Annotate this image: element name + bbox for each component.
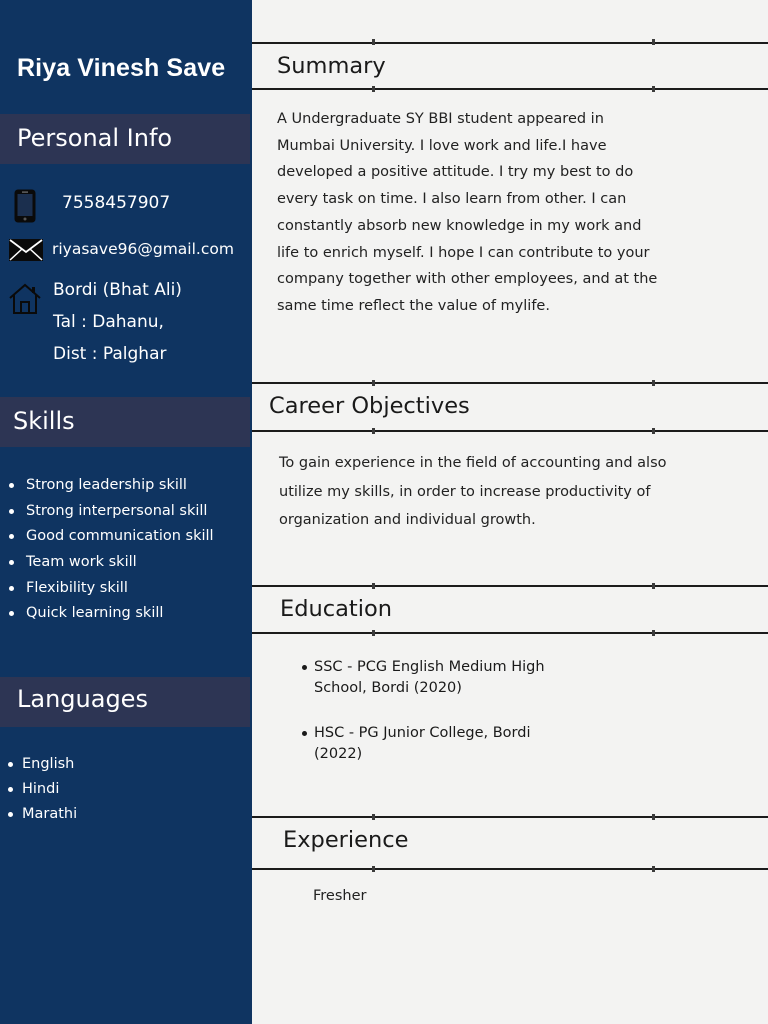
divider-tick <box>652 583 655 589</box>
divider-tick <box>372 380 375 386</box>
section-divider <box>252 632 768 634</box>
skills-list <box>26 475 214 629</box>
education-line: (2022) <box>314 746 363 762</box>
divider-tick <box>372 583 375 589</box>
career-objectives-text <box>279 449 667 535</box>
education-list <box>314 657 545 699</box>
section-divider <box>252 382 768 384</box>
summary-line: every task on time. I also learn from other. I can <box>277 191 627 208</box>
divider-tick <box>372 866 375 872</box>
language-item: Marathi <box>22 804 77 829</box>
email-address[interactable]: riyasave96@gmail.com <box>52 240 234 258</box>
summary-line: constantly absorb new knowledge in my work and <box>277 217 642 234</box>
education-item <box>314 723 530 765</box>
phone-number[interactable]: 7558457907 <box>62 193 171 213</box>
language-item: English <box>22 754 77 779</box>
education-list <box>314 723 530 765</box>
phone-icon <box>14 189 36 227</box>
main-content <box>252 0 768 1024</box>
sidebar <box>0 0 252 1024</box>
education-line: School, Bordi (2020) <box>314 680 462 696</box>
career-line: To gain experience in the field of accounting and also <box>279 455 667 471</box>
divider-tick <box>372 86 375 92</box>
divider-tick <box>652 428 655 434</box>
address-line-3: Dist : Palghar <box>53 344 167 364</box>
address-line-1: Bordi (Bhat Ali) <box>53 280 182 300</box>
divider-tick <box>652 630 655 636</box>
skill-item: Good communication skill <box>26 526 214 552</box>
skill-item: Strong interpersonal skill <box>26 501 214 527</box>
summary-line: same time reflect the value of mylife. <box>277 297 550 314</box>
skill-item: Flexibility skill <box>26 578 214 604</box>
summary-line: developed a positive attitude. I try my best to do <box>277 164 634 181</box>
section-divider <box>252 42 768 44</box>
personal-info-title: Personal Info <box>17 124 173 152</box>
divider-tick <box>372 630 375 636</box>
skill-item: Team work skill <box>26 552 214 578</box>
education-line: SSC - PCG English Medium High <box>314 659 545 675</box>
candidate-name: Riya Vinesh Save <box>17 54 226 82</box>
experience-text: Fresher <box>313 888 367 904</box>
section-divider <box>252 816 768 818</box>
skill-item: Strong leadership skill <box>26 475 214 501</box>
skill-item: Quick learning skill <box>26 603 214 629</box>
section-divider <box>252 430 768 432</box>
summary-line: life to enrich myself. I hope I can contribute to your <box>277 244 650 261</box>
education-item <box>314 657 545 699</box>
skills-title: Skills <box>13 407 75 435</box>
divider-tick <box>652 866 655 872</box>
mail-icon <box>9 239 43 265</box>
divider-tick <box>372 428 375 434</box>
career-objectives-title: Career Objectives <box>269 393 470 419</box>
personal-info-header <box>0 114 250 164</box>
summary-line: company together with other employees, and at the <box>277 271 658 288</box>
divider-tick <box>652 39 655 45</box>
divider-tick <box>652 380 655 386</box>
career-line: organization and individual growth. <box>279 512 536 529</box>
home-icon <box>8 283 42 319</box>
section-divider <box>252 868 768 870</box>
divider-tick <box>372 39 375 45</box>
summary-line: A Undergraduate SY BBI student appeared in <box>277 111 604 127</box>
section-divider <box>252 88 768 90</box>
experience-title: Experience <box>283 827 409 853</box>
section-divider <box>252 585 768 587</box>
languages-title: Languages <box>17 685 148 713</box>
summary-title: Summary <box>277 53 386 79</box>
address-line-2: Tal : Dahanu, <box>53 312 164 332</box>
language-item: Hindi <box>22 779 77 804</box>
skills-header <box>0 397 250 447</box>
languages-header <box>0 677 250 727</box>
education-title: Education <box>280 596 393 622</box>
divider-tick <box>652 86 655 92</box>
divider-tick <box>372 814 375 820</box>
education-line: HSC - PG Junior College, Bordi <box>314 725 531 741</box>
summary-line: Mumbai University. I love work and life.I have <box>277 137 607 154</box>
career-line: utilize my skills, in order to increase productivity of <box>279 483 651 500</box>
languages-list <box>22 754 77 829</box>
summary-text <box>277 106 657 320</box>
divider-tick <box>652 814 655 820</box>
